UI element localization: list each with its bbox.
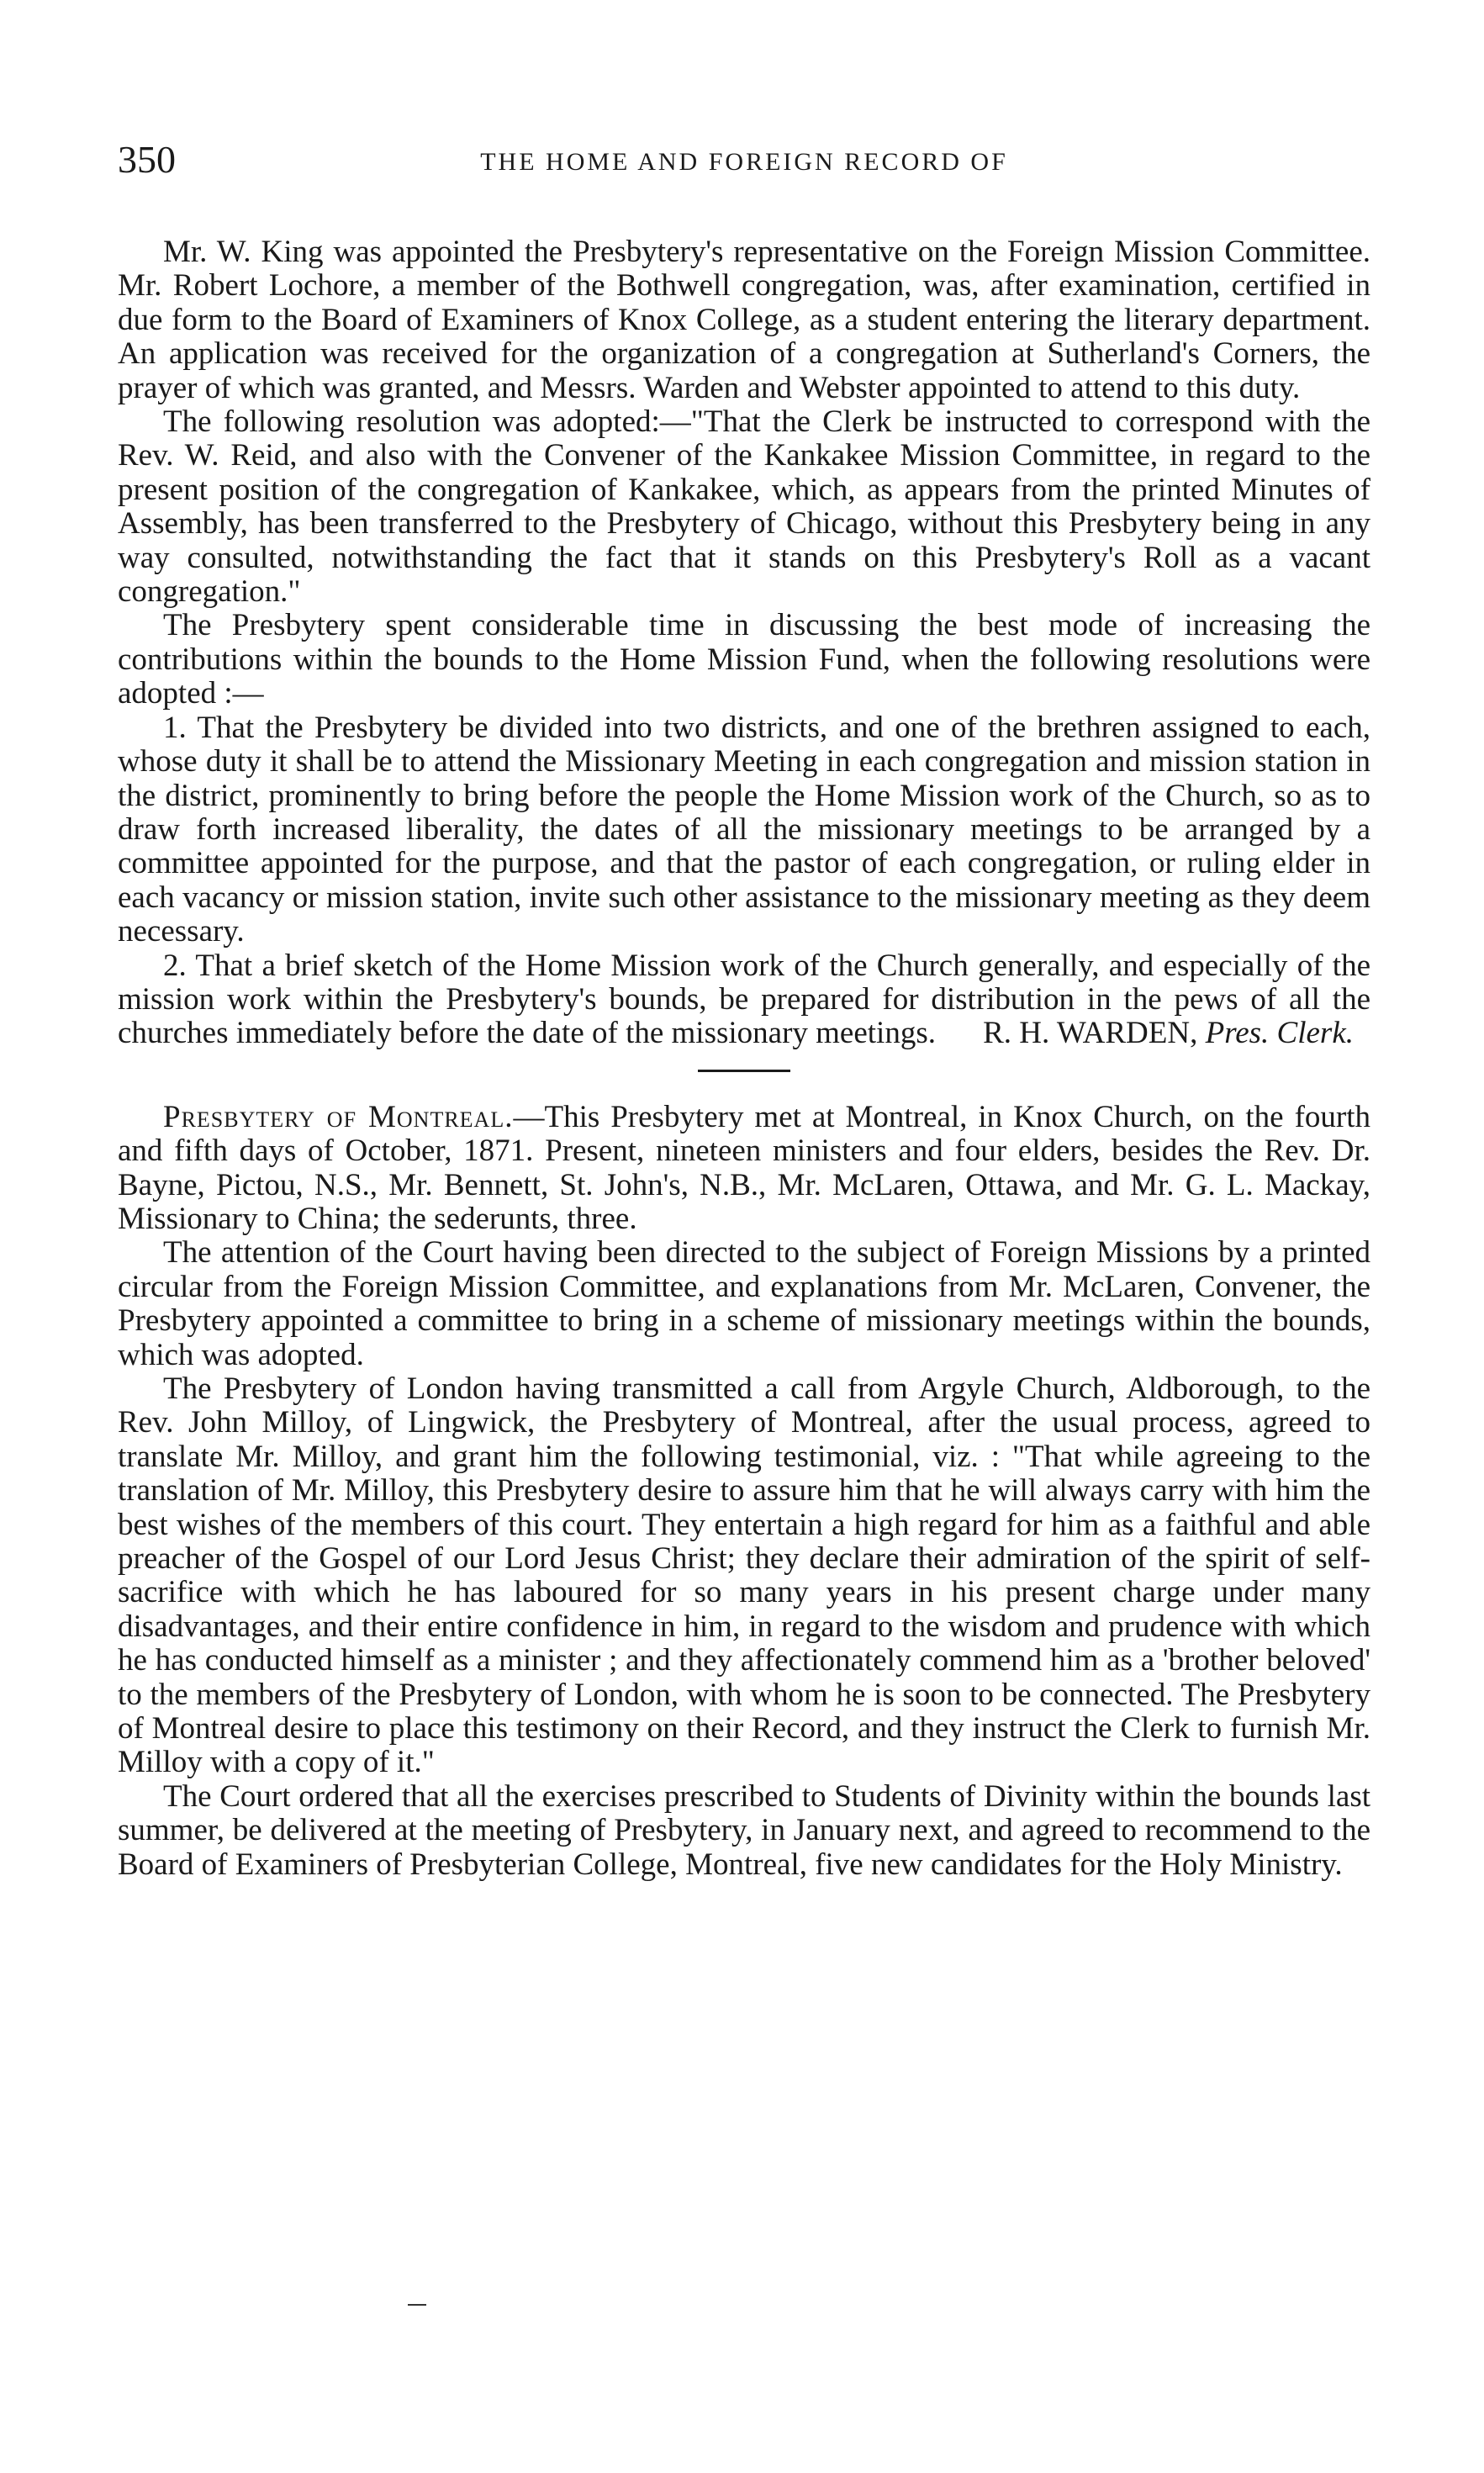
- clerk-signoff: [937, 1017, 1370, 1050]
- running-head-title: THE HOME AND FOREIGN RECORD OF: [480, 148, 1008, 176]
- montreal-section-heading: Presbytery of Montreal.: [163, 1099, 514, 1134]
- paragraph-milloy-testimonial: The Presbytery of London having transmitted a call from Argyle Church, Aldborough, to the Rev. John Milloy, of Lingwick, the Presbytery of Montreal, after the usual process, agreed to translate Mr. Milloy, and grant him the following testimonial, viz. : "That while agreeing to the translation of Mr. Milloy, this Presbytery desire to assure him that he will always carry with him the best wishes of the members of this court. They entertain a high regard for him as a faithful and able preacher of the Gospel of our Lord Jesus Christ; they declare their admiration of the spirit of self-sacrifice with which he has laboured for so many years in his present charge under many disadvantages, and their entire confidence in him, in regard to the wisdom and prudence with which he has conducted himself as a minister ; and they affectionately commend him as a 'brother beloved' to the members of the Presbytery of London, with whom he is soon to be connected. The Presbytery of Montreal desire to place this testimony on their Record, and they instruct the Clerk to furnish Mr. Milloy with a copy of it.": [118, 1371, 1370, 1780]
- article-body: [118, 235, 1370, 1882]
- paragraph-resolution-one: 1. That the Presbytery be divided into two districts, and one of the brethren assigned to each, whose duty it shall be to attend the Missionary Meeting in each congregation and mission station in the district, prominently to bring before the people the Home Mission work of the Church, so as to draw forth increased liberality, the dates of all the missionary meetings to be arranged by a committee appointed for the purpose, and that the pastor of each congregation, or ruling elder in each vacancy or mission station, invite such other assistance to the missionary meeting as they deem necessary.: [118, 710, 1370, 949]
- section-divider: [698, 1070, 790, 1072]
- montreal-intro-text: —This Presbytery met at Montreal, in Knox Church, on the fourth and fifth days of October, 1871. Present, nineteen ministers and four elders, besides the Rev. Dr. Bayne, Pictou, N.S., Mr. Bennett, St. John's, N.B., Mr. McLaren, Ottawa, and Mr. G. L. Mackay, Missionary to China; the sederunts, three.: [118, 1099, 1370, 1236]
- paragraph-foreign-missions: The attention of the Court having been directed to the subject of Foreign Missions by a printed circular from the Foreign Mission Committee, and explanations from Mr. McLaren, Convener, the Presbytery appointed a committee to bring in a scheme of missionary meetings within the bounds, which was adopted.: [118, 1235, 1370, 1372]
- paragraph-resolution-two: [118, 949, 1370, 1051]
- running-head: [118, 135, 1370, 193]
- stray-print-mark: [408, 2304, 426, 2306]
- paragraph-home-mission-fund: The Presbytery spent considerable time in discussing the best mode of increasing the contributions within the bounds to the Home Mission Fund, when the following resolutions were adopted :—: [118, 608, 1370, 711]
- resolution-two-text: 2. That a brief sketch of the Home Mission work of the Church generally, and especially of the mission work within the Presbytery's bounds, be prepared for distribution in the pews of all the churches immediately before the date of the missionary meetings.: [118, 948, 1370, 1051]
- page: [118, 135, 1370, 1882]
- clerk-title: Pres. Clerk.: [1205, 1016, 1354, 1051]
- paragraph-montreal-presbytery: [118, 1101, 1370, 1237]
- paragraph-kankakee-resolution: The following resolution was adopted:—"That the Clerk be instructed to correspond with the Rev. W. Reid, and also with the Convener of the Kankakee Mission Committee, in regard to the present position of the congregation of Kankakee, which, as appears from the printed Minutes of Assembly, has been transferred to the Presbytery of Chicago, without this Presbytery being in any way consulted, notwithstanding the fact that it stands on this Presbytery's Roll as a vacant congregation.": [118, 404, 1370, 610]
- paragraph-foreign-mission-committee: Mr. W. King was appointed the Presbytery's representative on the Foreign Mission Committee. Mr. Robert Lochore, a member of the Bothwell congregation, was, after examination, certified in due form to the Board of Examiners of Knox College, as a student entering the literary department. An application was received for the organization of a congregation at Sutherland's Corners, the prayer of which was granted, and Messrs. Warden and Webster appointed to attend to this duty.: [118, 235, 1370, 405]
- page-number: 350: [118, 138, 176, 181]
- paragraph-students-of-divinity: The Court ordered that all the exercises prescribed to Students of Divinity within the bounds last summer, be delivered at the meeting of Presbytery, in January next, and agreed to recommend to the Board of Examiners of Presbyterian College, Montreal, five new candidates for the Holy Ministry.: [118, 1778, 1370, 1882]
- clerk-name: R. H. WARDEN,: [983, 1016, 1198, 1051]
